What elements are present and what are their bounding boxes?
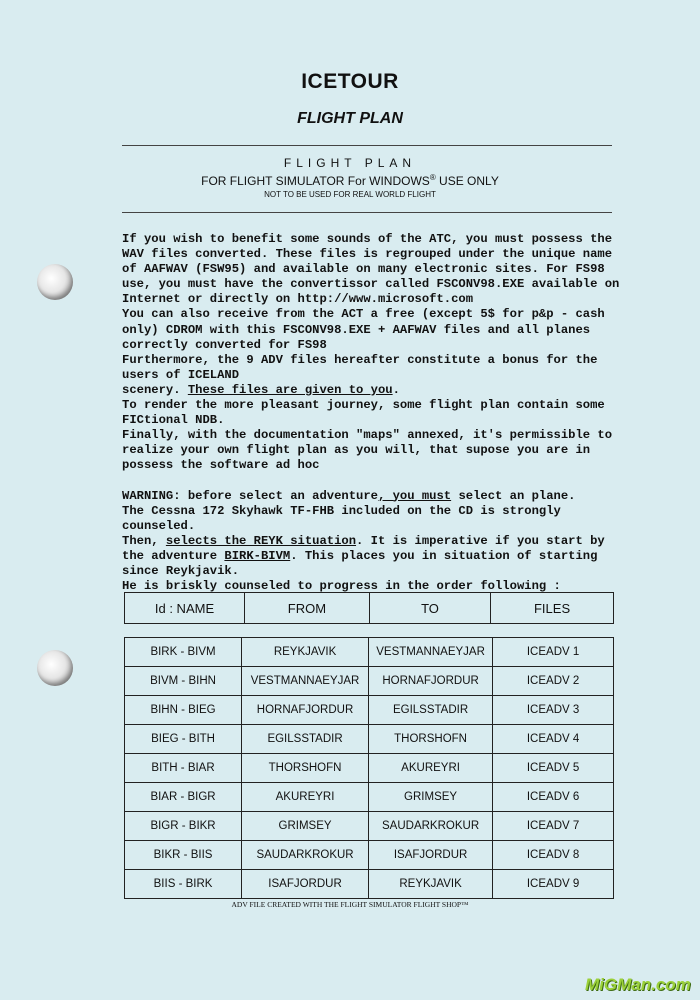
- table-cell: ICEADV 5: [493, 754, 614, 783]
- header-line-2-suffix: USE ONLY: [435, 174, 499, 188]
- paragraph-reyk: [122, 534, 627, 579]
- table-cell: BIRK - BIVM: [125, 638, 242, 667]
- watermark: MiGMan.com: [585, 975, 691, 994]
- underlined-text: These files are given to you: [187, 382, 393, 397]
- table-row: [125, 783, 614, 812]
- header-line-2: [0, 173, 700, 188]
- body-text: [122, 232, 627, 594]
- table-row: [125, 696, 614, 725]
- table-cell: VESTMANNAEYJAR: [369, 638, 493, 667]
- registered-mark: ®: [429, 173, 436, 182]
- table-cell: BIGR - BIKR: [125, 812, 242, 841]
- table-cell: ICEADV 8: [493, 841, 614, 870]
- underlined-text: , you must: [377, 488, 452, 503]
- table-cell: ICEADV 4: [493, 725, 614, 754]
- paragraph-cessna: The Cessna 172 Skyhawk TF-FHB included on the CD is strongly counseled.: [122, 503, 561, 533]
- page-subtitle: FLIGHT PLAN: [297, 110, 403, 127]
- flight-plan-table: [124, 637, 614, 899]
- table-cell: ICEADV 6: [493, 783, 614, 812]
- footer-note: ADV FILE CREATED WITH THE FLIGHT SIMULATOR FLIGHT SHOP™: [231, 900, 469, 909]
- paragraph-ndb: To render the more pleasant journey, some flight plan contain some FICtional NDB.: [122, 398, 605, 428]
- header-line-1: FLIGHT PLAN: [283, 156, 417, 170]
- text-span: WARNING: before select an adventure: [122, 488, 378, 503]
- paragraph-cdrom: You can also receive from the ACT a free (except 5$ for p&p - cash only) CDROM with this FSCONV98.EXE + AAFWAV files and all planes correctly converted for FS98: [122, 307, 605, 352]
- table-cell: AKUREYRI: [242, 783, 369, 812]
- table-row: [125, 754, 614, 783]
- table-cell: HORNAFJORDUR: [242, 696, 369, 725]
- column-header: Id : NAME: [125, 593, 245, 624]
- table-cell: BITH - BIAR: [125, 754, 242, 783]
- table-cell: BIVM - BIHN: [125, 667, 242, 696]
- table-cell: THORSHOFN: [369, 725, 493, 754]
- punch-hole: [37, 264, 73, 300]
- header-line-2-text: FOR FLIGHT SIMULATOR For WINDOWS: [201, 174, 430, 188]
- underlined-text: selects the REYK situation: [165, 533, 357, 548]
- table-cell: BIKR - BIIS: [125, 841, 242, 870]
- text-span: . This places you in situation of starting since Reykjavik.: [122, 548, 598, 578]
- paragraph-bonus: Furthermore, the 9 ADV files hereafter constitute a bonus for the users of ICELAND: [122, 352, 598, 382]
- table-cell: BIEG - BITH: [125, 725, 242, 754]
- table-cell: BIAR - BIGR: [125, 783, 242, 812]
- table-cell: ICEADV 1: [493, 638, 614, 667]
- table-cell: GRIMSEY: [369, 783, 493, 812]
- column-header: FILES: [491, 593, 614, 624]
- table-row: [125, 667, 614, 696]
- table-cell: BIIS - BIRK: [125, 870, 242, 899]
- text-span: .: [392, 382, 400, 397]
- table-cell: SAUDARKROKUR: [242, 841, 369, 870]
- table-cell: ISAFJORDUR: [369, 841, 493, 870]
- table-row: [125, 812, 614, 841]
- table-cell: EGILSSTADIR: [369, 696, 493, 725]
- divider: [122, 212, 612, 213]
- table-row: [125, 870, 614, 899]
- paragraph-atc: If you wish to benefit some sounds of the ATC, you must possess the WAV files converted. These files is regrouped under the unique name of AAFWAV (FSW95) and available on many electronic sites. For FS98 use, you must have the convertissor called FSCONV98.EXE available on Internet or directly on http://www.microsoft.com: [122, 232, 620, 307]
- table-cell: VESTMANNAEYJAR: [242, 667, 369, 696]
- table-cell: AKUREYRI: [369, 754, 493, 783]
- text-span: . It is imperative if you start by the adventure: [122, 533, 605, 563]
- punch-hole: [37, 650, 73, 686]
- text-span: scenery.: [122, 382, 188, 397]
- column-header: FROM: [245, 593, 370, 624]
- text-span: Then,: [122, 533, 166, 548]
- table-cell: BIHN - BIEG: [125, 696, 242, 725]
- table-cell: ICEADV 3: [493, 696, 614, 725]
- paragraph-maps: Finally, with the documentation "maps" annexed, it's permissible to realize your own flight plan as you will, that supose you are in possess the software ad hoc: [122, 428, 613, 473]
- text-span: select an plane.: [451, 488, 576, 503]
- table-cell: HORNAFJORDUR: [369, 667, 493, 696]
- table-cell: ICEADV 2: [493, 667, 614, 696]
- table-cell: ICEADV 9: [493, 870, 614, 899]
- header-line-3: NOT TO BE USED FOR REAL WORLD FLIGHT: [264, 190, 436, 199]
- table-cell: ICEADV 7: [493, 812, 614, 841]
- warning-line: [122, 489, 627, 504]
- paragraph-order: He is briskly counseled to progress in the order following :: [122, 579, 561, 594]
- paragraph-given: [122, 383, 627, 398]
- table-row: [125, 725, 614, 754]
- table-cell: SAUDARKROKUR: [369, 812, 493, 841]
- table-cell: ISAFJORDUR: [242, 870, 369, 899]
- table-cell: REYKJAVIK: [242, 638, 369, 667]
- table-cell: REYKJAVIK: [369, 870, 493, 899]
- underlined-text: BIRK-BIVM: [224, 548, 291, 563]
- table-row: [125, 841, 614, 870]
- page-title: ICETOUR: [301, 70, 399, 93]
- table-cell: EGILSSTADIR: [242, 725, 369, 754]
- table-header: [124, 592, 614, 624]
- table-cell: GRIMSEY: [242, 812, 369, 841]
- divider: [122, 145, 612, 146]
- table-cell: THORSHOFN: [242, 754, 369, 783]
- column-header: TO: [369, 593, 490, 624]
- table-row: [125, 638, 614, 667]
